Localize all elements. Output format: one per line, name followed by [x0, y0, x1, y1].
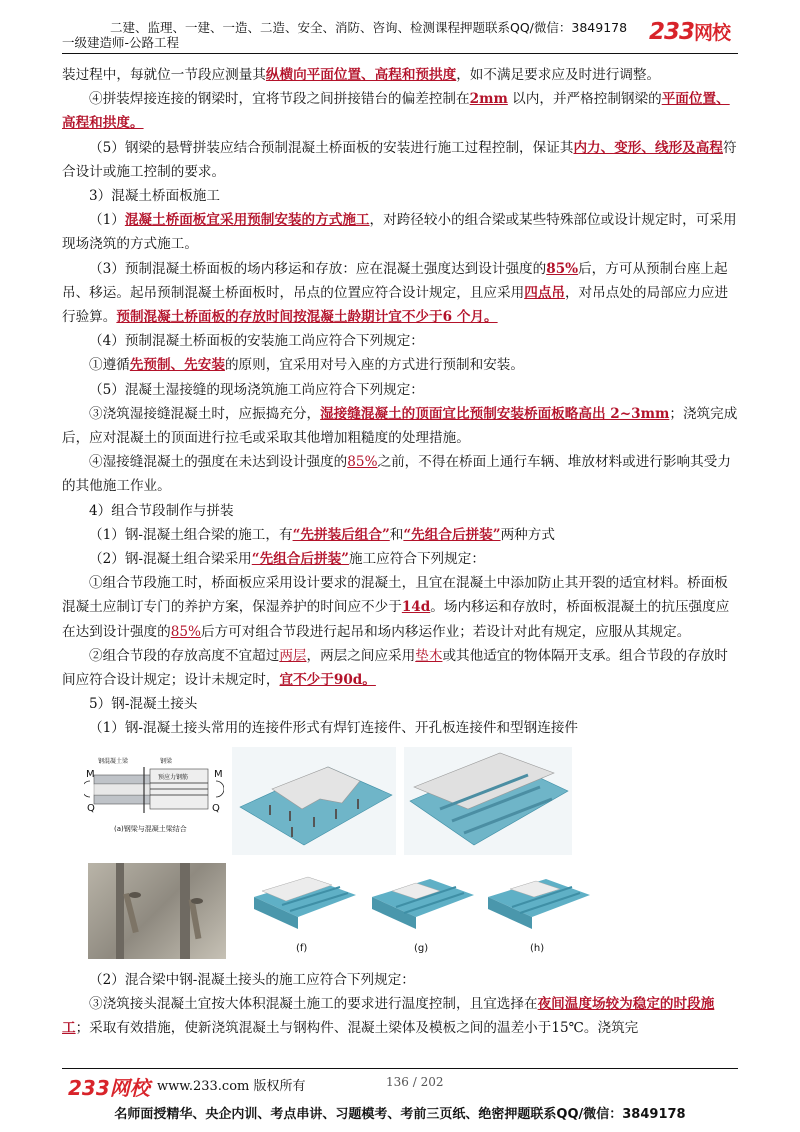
text-run: （5）混凝土湿接缝的现场浇筑施工尚应符合下列规定：: [89, 381, 424, 398]
text-run: 装过程中，每就位一节段应测量其: [62, 67, 266, 83]
paragraph: [62, 692, 738, 716]
paragraph: [62, 184, 738, 208]
paragraph: [62, 257, 738, 330]
text-run: 5）钢-混凝土接头: [89, 696, 198, 713]
highlighted-text: 纵横向平面位置、高程和预拱度: [265, 67, 457, 83]
paragraph: [62, 547, 738, 571]
footer-bottom-line: 名师面授精华、央企内训、考点串讲、习题模考、考前三页纸、绝密押题联系QQ/微信：3849178: [114, 1107, 686, 1122]
steel-concrete-joint-diagram: [84, 749, 224, 857]
text-run: 以内，并严格控制钢梁的: [507, 91, 662, 108]
text-run: 的原则，宜采用对号入座的方式进行预制和安装。: [224, 357, 524, 374]
text-run: 两种方式: [500, 526, 555, 543]
highlighted-text: 内力、变形、线形及高程: [573, 139, 723, 156]
paragraph: [62, 968, 738, 992]
page-content: [62, 63, 738, 1040]
diagram-m-left: M: [86, 768, 95, 780]
text-run: 4）组合节段制作与拼装: [89, 502, 234, 519]
connector-render-f: [252, 867, 358, 957]
highlighted-text: 85%: [546, 260, 579, 277]
header-logo: 233网校: [648, 19, 730, 45]
diagram-m-right: M: [214, 768, 223, 780]
highlighted-text: 湿接缝混凝土的顶面宜比预制安装桥面板略高出 2~3mm: [320, 405, 670, 422]
highlighted-text: “先拼装后组合”: [292, 526, 390, 543]
text-run: ，如不满足要求应及时进行调整。: [456, 67, 661, 83]
text-run: 或其他适宜的物体隔开支承。组合节段的存放时间应符合设计规定；设计未规定时，: [62, 647, 728, 689]
highlighted-text: 夜间温度场较为稳定的时段施工: [62, 995, 715, 1037]
paragraphs-after-block: [62, 968, 738, 1041]
highlighted-text: 平面位置、高程和拱度。: [62, 91, 730, 132]
text-run: ①组合节段施工时，桥面板应采用设计要求的混凝土，且宜在混凝土中添加防止其开裂的适宜材料。桥面板混凝土应制订专门的养护方案，保湿养护的时间应不少于: [62, 575, 728, 616]
text-run: 和: [389, 526, 404, 543]
highlighted-text: 混凝土桥面板宜采用预制安装的方式施工: [124, 212, 370, 229]
text-run: 后，方可从预制台座上起吊、移运。起吊预制混凝土桥面板时，吊点的位置应符合设计规定，且应采用: [62, 260, 728, 301]
footer-divider: [62, 1068, 738, 1069]
diagram-label-steel: 钢梁: [160, 757, 173, 765]
highlighted-text: 预制混凝土桥面板的存放时间按混凝土龄期计宜不少于6 个月。: [116, 309, 498, 326]
footer-logo: 233网校: [68, 1076, 150, 1100]
text-run: （1）: [89, 212, 125, 229]
page-number: 136 / 202: [386, 1075, 444, 1089]
paragraph: [62, 63, 738, 87]
text-run: 施工应符合下列规定：: [348, 551, 485, 568]
text-run: ②组合节段的存放高度不宜超过: [89, 647, 280, 664]
text-run: （2）钢-混凝土组合梁采用: [89, 551, 252, 568]
paragraph: [62, 644, 738, 692]
paragraph: [62, 208, 738, 256]
paragraph: [62, 499, 738, 523]
text-run: 符合设计或施工控制的要求。: [62, 139, 737, 180]
text-run: （1）钢-混凝土组合梁的施工，有: [89, 526, 293, 543]
figures-block: [62, 745, 738, 960]
text-run: （5）钢梁的悬臂拼装应结合预制混凝土桥面板的安装进行施工过程控制，保证其: [89, 139, 574, 156]
highlighted-text: 2mm: [469, 91, 508, 108]
caption-h: (h): [530, 942, 545, 954]
text-run: 。场内移运和存放时，桥面板混凝土的抗压强度应在达到设计强度的: [62, 599, 730, 640]
text-run: ①遵循: [89, 357, 130, 374]
header-top-line: 二建、监理、一建、一造、二造、安全、消防、咨询、检测课程押题联系QQ/微信：3849178: [110, 20, 628, 35]
paragraph: [62, 136, 738, 184]
diagram-label-concrete: 钢混凝土梁: [98, 757, 129, 765]
text-run: 3）混凝土桥面板施工: [89, 188, 220, 205]
text-run: ③浇筑湿接缝混凝土时，应振捣充分，: [89, 405, 321, 422]
highlighted-text: 四点吊: [524, 284, 565, 301]
highlighted-text: 85%: [170, 623, 201, 640]
highlighted-text: 两层: [279, 647, 307, 664]
text-run: ，两层之间应采用: [306, 647, 416, 664]
paragraph: [62, 378, 738, 402]
text-run: 后方可对组合节段进行起吊和场内移运作业；若设计对此有规定，应服从其规定。: [200, 623, 691, 640]
text-run: ④湿接缝混凝土的强度在未达到设计强度的: [89, 454, 348, 471]
text-run: ；采取有效措施，使新浇筑混凝土与钢构件、混凝土梁体及模板之间的温差小于15℃。浇筑完: [75, 1020, 639, 1037]
paragraph: [62, 716, 738, 740]
text-run: （1）钢-混凝土接头常用的连接件形式有焊钉连接件、开孔板连接件和型钢连接件: [89, 720, 579, 737]
highlighted-text: 先预制、先安装: [129, 357, 225, 374]
diagram-q-left: Q: [87, 802, 95, 814]
header-divider: [62, 53, 738, 54]
shear-stud-photo: [88, 863, 226, 959]
text-run: （4）预制混凝土桥面板的安装施工尚应符合下列规定：: [89, 333, 424, 350]
highlighted-text: “先组合后拼装”: [403, 526, 501, 543]
highlighted-text: 宜不少于90d。: [279, 672, 376, 689]
text-run: （2）混合梁中钢-混凝土接头的施工应符合下列规定：: [89, 971, 415, 988]
text-run: （3）预制混凝土桥面板的场内移运和存放：应在混凝土强度达到设计强度的: [89, 260, 547, 277]
diagram-label-rebar: 预应力钢筋: [158, 773, 189, 781]
footer-site: www.233.com 版权所有: [157, 1079, 306, 1094]
paragraph: [62, 571, 738, 644]
stud-connector-render: [232, 747, 396, 855]
paragraphs-block: [62, 63, 738, 741]
diagram-caption: (a)钢梁与混凝土梁结合: [114, 824, 187, 833]
text-run: ，对吊点处的局部应力应进行验算。: [62, 284, 729, 326]
highlighted-text: “先组合后拼装”: [251, 551, 349, 568]
text-run: 之前，不得在桥面上通行车辆、堆放材料或进行影响其受力的其他施工作业。: [62, 454, 731, 495]
paragraph: [62, 87, 738, 135]
header-subtitle: 一级建造师-公路工程: [62, 35, 180, 50]
highlighted-text: 垫木: [415, 647, 443, 664]
highlighted-text: 14d: [401, 599, 431, 616]
highlighted-text: 85%: [347, 454, 378, 471]
text-run: ③浇筑接头混凝土宜按大体积混凝土施工的要求进行温度控制，且宜选择在: [89, 995, 538, 1012]
connector-render-g: [370, 867, 476, 957]
caption-f: (f): [296, 942, 308, 954]
diagram-q-right: Q: [212, 802, 220, 814]
text-run: ；浇筑完成后，应对混凝土的顶面进行拉毛或采取其他增加粗糙度的处理措施。: [62, 405, 738, 447]
paragraph: [62, 353, 738, 377]
text-run: ④拼装焊接连接的钢梁时，宜将节段之间拼接错台的偏差控制在: [89, 91, 470, 108]
paragraph: [62, 450, 738, 498]
paragraph: [62, 992, 738, 1040]
perfobond-connector-render: [404, 747, 572, 855]
paragraph: [62, 523, 738, 547]
paragraph: [62, 402, 738, 450]
caption-g: (g): [414, 942, 429, 954]
paragraph: [62, 329, 738, 353]
text-run: ，对跨径较小的组合梁或某些特殊部位或设计规定时，可采用现场浇筑的方式施工。: [62, 212, 737, 253]
connector-render-h: [486, 867, 592, 957]
